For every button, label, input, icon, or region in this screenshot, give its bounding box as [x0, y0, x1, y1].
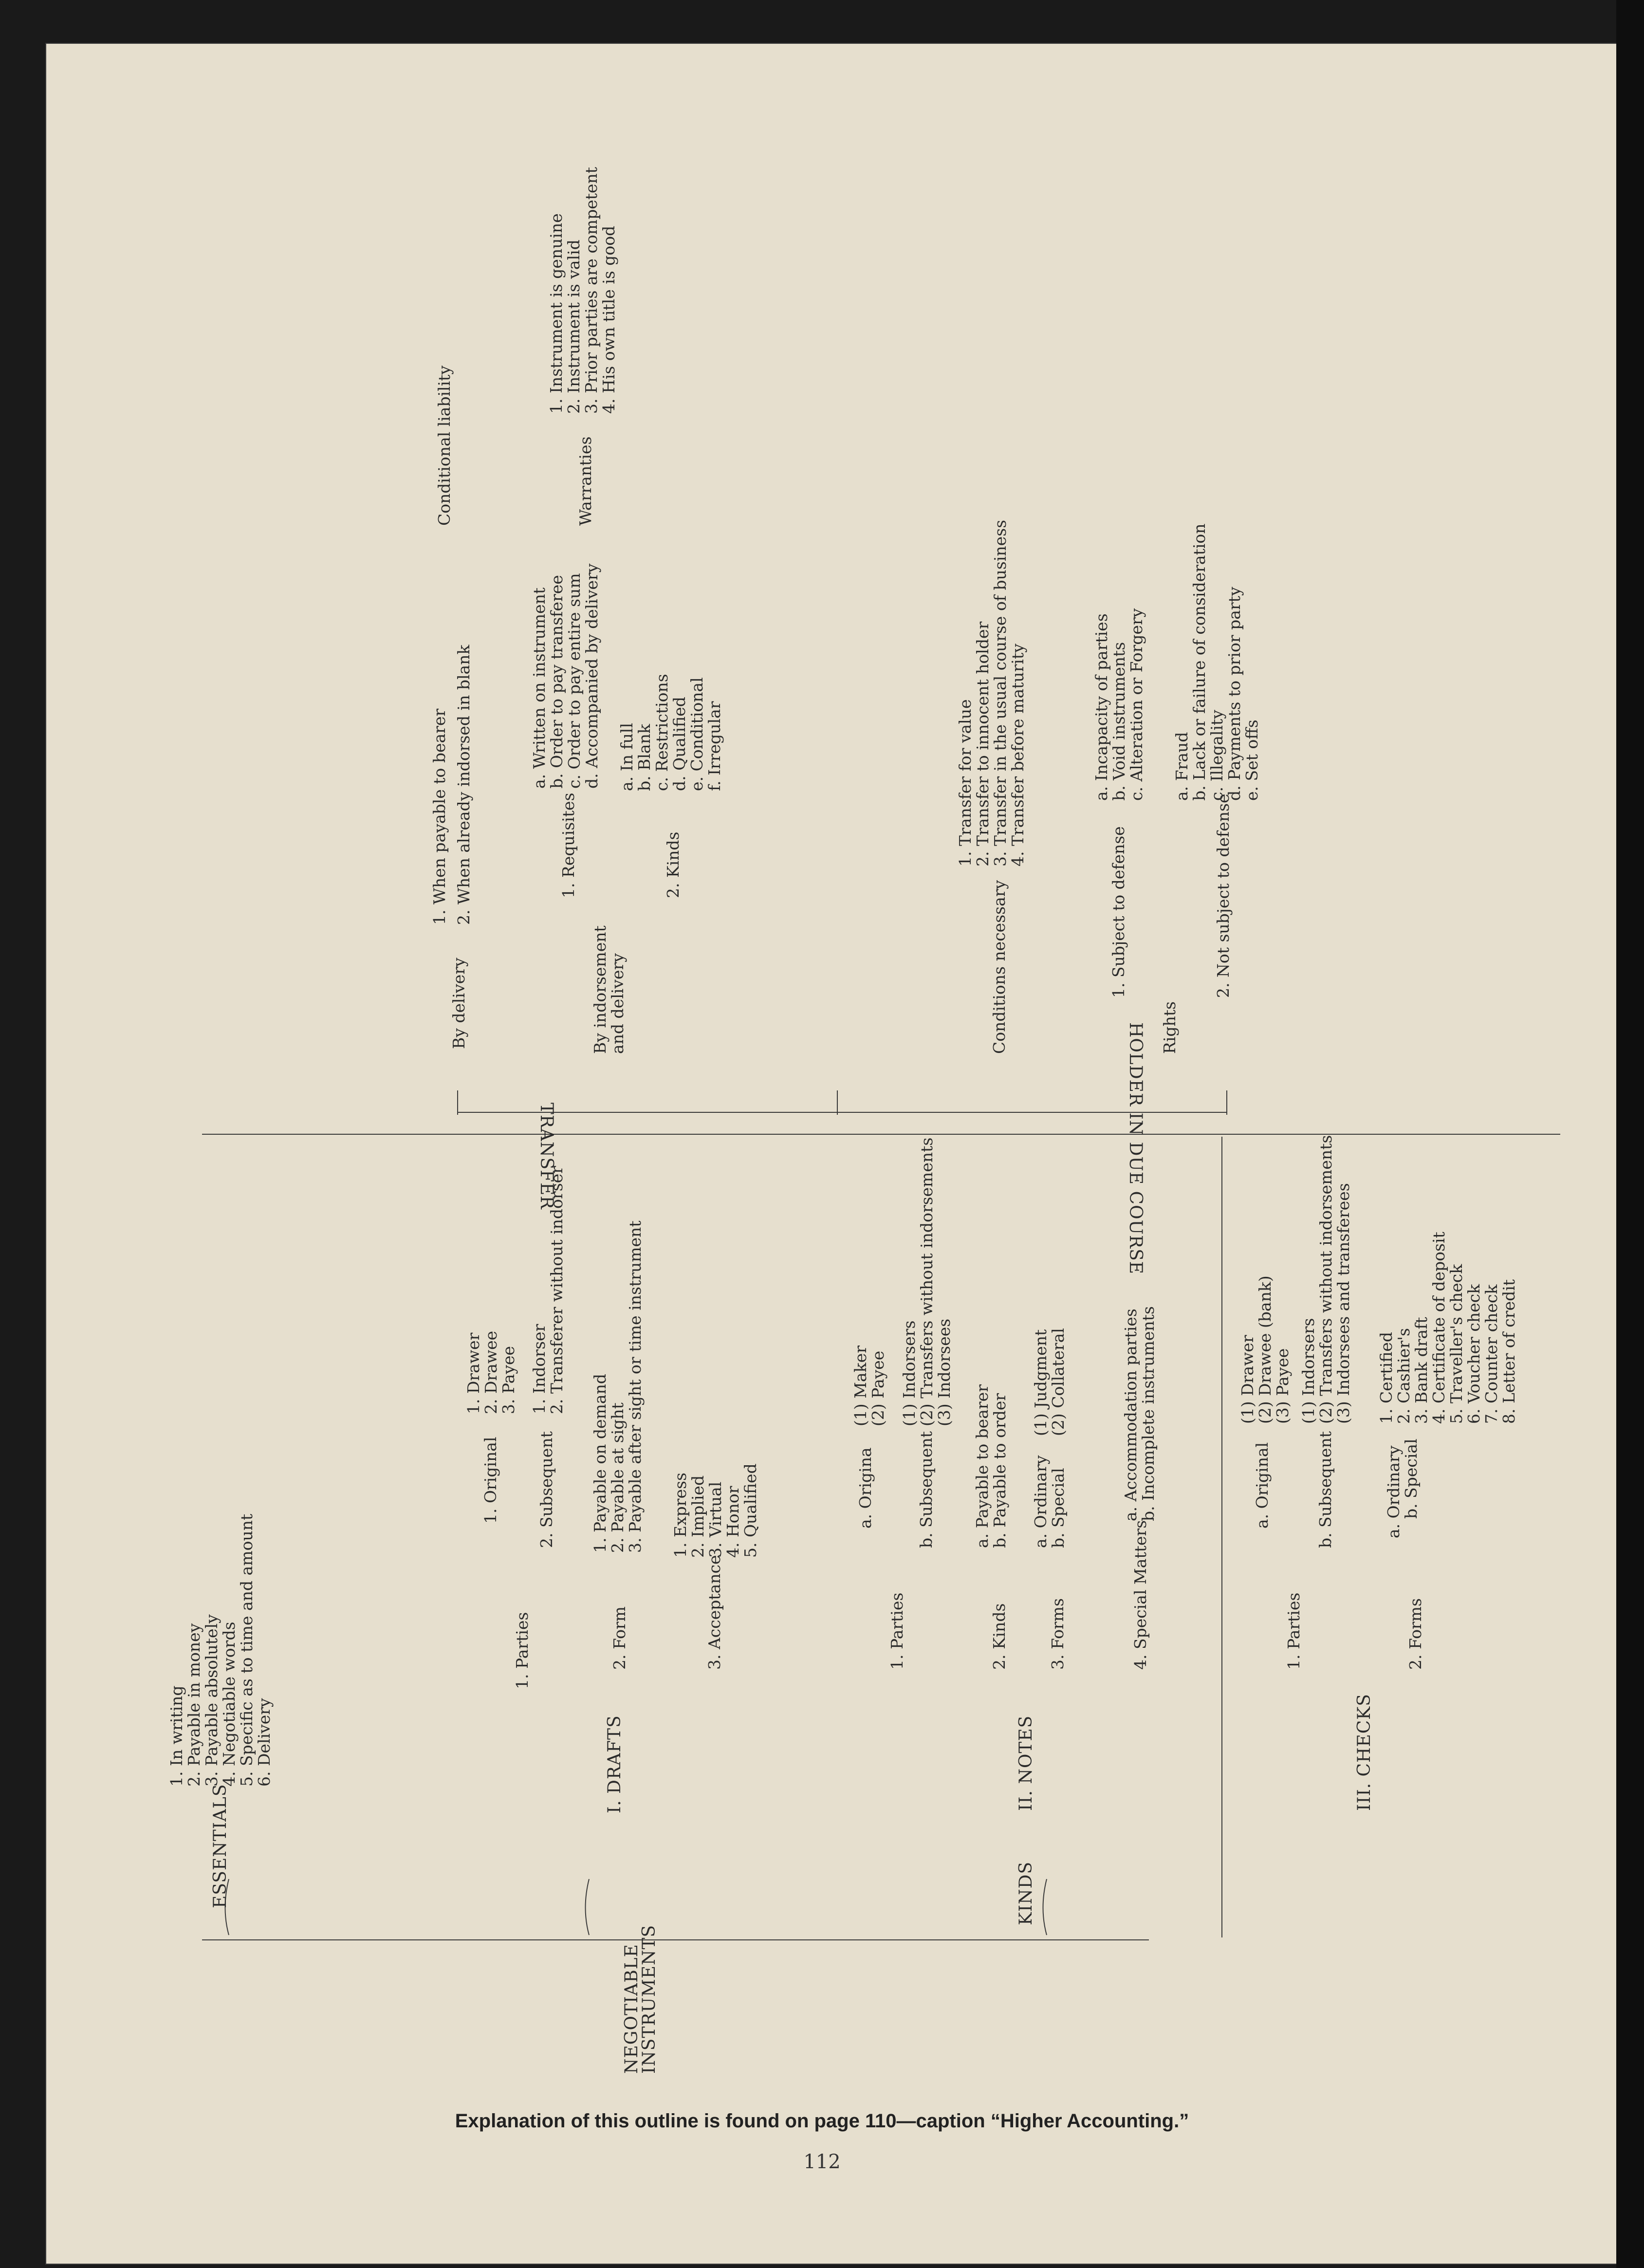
list-item: a. Fraud	[1172, 732, 1191, 801]
list-item: b. Payable to order	[990, 1393, 1009, 1548]
list-item: d. Payments to prior party	[1225, 587, 1244, 801]
list-item: c. Order to pay entire sum	[565, 573, 584, 789]
list-item: 3. Transfer in the usual course of business	[991, 519, 1010, 867]
drafts-form-label: 2. Form	[610, 1606, 629, 1670]
list-item: 8. Letter of credit	[1499, 1279, 1518, 1424]
requisites-label: 1. Requisites	[559, 793, 578, 898]
warranties-label: Warranties	[576, 436, 595, 526]
notes-forms	[1049, 1598, 1067, 1670]
list-item: 3. Bank draft	[1412, 1317, 1431, 1424]
by-delivery-list	[431, 645, 473, 925]
list-item: (2) Collateral	[1049, 1328, 1068, 1436]
warranties-list	[548, 167, 618, 414]
notes-kinds	[991, 1604, 1008, 1670]
drafts-original-list	[465, 1331, 517, 1414]
list-item: (1) Maker	[851, 1346, 870, 1426]
holder-title: HOLDER IN DUE COURSE	[1126, 1022, 1145, 1275]
drafts-form	[611, 1606, 628, 1670]
checks-subsequent-list	[1300, 1135, 1352, 1424]
notes-parties	[888, 1593, 906, 1670]
list-item: 2. Cashier's	[1394, 1328, 1413, 1424]
notes-kinds-label: 2. Kinds	[990, 1603, 1009, 1670]
list-item: 7. Counter check	[1482, 1284, 1501, 1424]
rights-label: Rights	[1160, 1001, 1179, 1054]
essentials-label	[212, 1784, 229, 1908]
page-number: 112	[803, 2151, 841, 2173]
list-item: e. Conditional	[687, 677, 706, 791]
list-item: 3. Payable after sight or time instrument	[626, 1220, 645, 1553]
checks-forms	[1407, 1598, 1424, 1670]
drafts-original	[482, 1437, 499, 1524]
conditional-liability-label: Conditional liability	[435, 365, 454, 526]
list-item: 1. Transfer for value	[956, 699, 975, 867]
notes-subsequent-list	[901, 1138, 953, 1426]
list-item: (2) Transfers without indorsements	[1316, 1135, 1335, 1424]
notes-origina-list	[852, 1346, 887, 1426]
list-item: 2. Implied	[688, 1475, 707, 1558]
by-indorsement	[591, 925, 627, 1054]
list-item: 3. Prior parties are competent	[582, 166, 601, 414]
list-item: (2) Transfers without indorsements	[917, 1137, 936, 1426]
subject-label: 1. Subject to defense	[1109, 826, 1128, 998]
drafts-subsequent-label: 2. Subsequent	[537, 1431, 556, 1548]
requisites-list	[531, 564, 601, 789]
notes-special-matters	[1132, 1520, 1149, 1670]
list-item: f. Irregular	[705, 701, 724, 791]
list-item: (1) Indorsers	[1299, 1318, 1318, 1424]
list-item: b. Void instruments	[1109, 642, 1128, 801]
negotiable-label: NEGOTIABLE	[622, 1944, 642, 2074]
list-item: b. Order to pay transferee	[547, 575, 566, 789]
list-item: 3. Payee	[499, 1346, 518, 1414]
drafts-acceptance	[706, 1555, 723, 1670]
list-item: 2. Transfer to innocent holder	[973, 621, 992, 867]
list-item: b. Lack or failure of consideration	[1190, 523, 1209, 801]
list-item: 5. Traveller's check	[1447, 1264, 1466, 1424]
list-item: 4. Certificate of deposit	[1429, 1232, 1448, 1424]
list-item: a. Payable to bearer	[973, 1384, 992, 1548]
checks-ordinary-label: a. Ordinary	[1384, 1445, 1403, 1538]
essential-item: 6. Delivery	[255, 1698, 274, 1787]
list-item: e. Set offs	[1242, 719, 1261, 801]
list-item: 3. Virtual	[706, 1481, 725, 1558]
transfer-label	[537, 1103, 555, 1210]
drafts-parties	[514, 1612, 531, 1689]
drafts-subsequent	[538, 1431, 555, 1548]
checks-original	[1254, 1442, 1271, 1529]
checks-original-label: a. Original	[1253, 1442, 1272, 1529]
subject-list	[1093, 608, 1145, 801]
caption: Explanation of this outline is found on page 110—caption “Higher Accounting.”	[455, 2110, 1189, 2132]
list-item: 1. Indorser	[530, 1324, 549, 1414]
essential-item: 2. Payable in money	[185, 1623, 203, 1787]
list-item: (2) Payee	[868, 1350, 887, 1426]
by-indorsement-line: and delivery	[608, 953, 627, 1054]
instruments-label: INSTRUMENTS	[639, 1924, 659, 2074]
by-delivery-label: By delivery	[449, 958, 468, 1049]
root-label	[623, 1925, 658, 2074]
list-item: 1. Payable on demand	[591, 1374, 610, 1553]
conditions-necessary	[991, 880, 1008, 1054]
list-item: 2. Transferer without indorser	[547, 1166, 566, 1414]
by-indorsement-line: By indorsement	[591, 925, 610, 1054]
notes-origina-label: a. Origina	[856, 1447, 875, 1529]
drafts-label	[606, 1715, 624, 1813]
list-item: 1. Express	[671, 1473, 690, 1558]
checks-parties-label: 1. Parties	[1284, 1592, 1303, 1670]
drafts-original-label: 1. Original	[481, 1437, 500, 1524]
checks-special-list	[1378, 1232, 1518, 1424]
list-item: (1) Judgment	[1031, 1329, 1050, 1436]
warranties	[577, 437, 594, 526]
not-subject-to-defense	[1215, 793, 1232, 998]
notes-kinds-list	[974, 1384, 1009, 1548]
list-item: 1. When payable to bearer	[430, 708, 449, 925]
notes-origina	[857, 1447, 874, 1529]
conditions-list	[957, 520, 1027, 867]
list-item: a. Incapacity of parties	[1092, 613, 1111, 801]
list-item: (3) Indorsees and transferees	[1334, 1183, 1353, 1424]
essentials-title: ESSENTIALS	[210, 1784, 230, 1908]
list-item: (2) Drawee (bank)	[1256, 1275, 1275, 1424]
notes-ordinary-label: a. Ordinary	[1031, 1455, 1050, 1548]
drafts-parties-label: 1. Parties	[513, 1612, 532, 1689]
list-item: 2. Drawee	[481, 1330, 500, 1414]
list-item: d. Qualified	[670, 697, 689, 791]
list-item: 2. Payable at sight	[608, 1402, 627, 1553]
kinds-label	[1017, 1862, 1035, 1925]
list-item: 4. His own title is good	[599, 225, 618, 414]
checks-forms-list	[1385, 1438, 1420, 1538]
checks-title: III. CHECKS	[1354, 1694, 1374, 1811]
list-item: c. Restrictions	[652, 674, 671, 791]
subject-to-defense	[1110, 826, 1127, 998]
notes-forms-list	[1032, 1455, 1067, 1548]
notes-subsequent-label: b. Subsequent	[917, 1431, 936, 1548]
transfer-kinds	[665, 832, 682, 899]
list-item: 6. Voucher check	[1464, 1284, 1483, 1424]
checks-subsequent-label: b. Subsequent	[1316, 1431, 1335, 1548]
list-item: b. Blank	[635, 724, 654, 791]
list-item: (1) Drawer	[1238, 1335, 1257, 1424]
essential-item: 5. Specific as to time and amount	[237, 1513, 256, 1787]
drafts-acceptance-label: 3. Acceptance	[705, 1555, 724, 1670]
list-item: a. Written on instrument	[530, 587, 549, 789]
transfer-by-delivery	[450, 958, 468, 1049]
notes-parties-label: 1. Parties	[887, 1592, 906, 1670]
notes-forms-label: 3. Forms	[1048, 1598, 1067, 1670]
not-subject-label: 2. Not subject to defense	[1214, 793, 1233, 998]
list-item: b. Incomplete instruments	[1139, 1306, 1158, 1521]
notes-special-label: b. Special	[1049, 1468, 1068, 1548]
holder-label	[1127, 1022, 1144, 1274]
drafts-form-list	[591, 1220, 644, 1553]
transfer-kinds-list	[618, 674, 723, 791]
list-item: 1. Certified	[1377, 1331, 1396, 1424]
kinds-title: KINDS	[1016, 1861, 1036, 1925]
essential-item: 1. In writing	[167, 1685, 186, 1787]
list-item: a. Accommodation parties	[1121, 1309, 1140, 1521]
essentials-list	[168, 1514, 273, 1787]
notes-label	[1017, 1715, 1035, 1811]
not-subject-list	[1173, 523, 1261, 801]
checks-parties	[1285, 1593, 1303, 1670]
list-item: 5. Qualified	[741, 1463, 760, 1558]
list-item: d. Accompanied by delivery	[582, 563, 601, 789]
transfer-kinds-label: 2. Kinds	[664, 831, 683, 898]
list-item: 4. Transfer before maturity	[1008, 644, 1027, 867]
list-item: c. Illegality	[1207, 710, 1226, 801]
essential-item: 4. Negotiable words	[220, 1622, 239, 1787]
notes-title: II. NOTES	[1016, 1715, 1036, 1811]
notes-ordinary-list	[1032, 1328, 1067, 1436]
list-item: a. In full	[617, 722, 636, 791]
drafts-acceptance-list	[672, 1463, 759, 1558]
list-item: c. Alteration or Forgery	[1127, 608, 1146, 801]
conditions-label: Conditions necessary	[990, 880, 1009, 1054]
checks-original-list	[1239, 1275, 1292, 1424]
checks-special-label: b. Special	[1402, 1438, 1421, 1519]
requisites	[560, 793, 577, 899]
notes-subsequent	[918, 1431, 935, 1548]
conditional-liability	[436, 366, 453, 526]
drafts-title: I. DRAFTS	[605, 1715, 625, 1813]
list-item: (3) Indorsees	[935, 1318, 954, 1426]
notes-special-matters-label: 4. Special Matters	[1131, 1520, 1150, 1670]
list-item: 4. Honor	[723, 1486, 742, 1558]
list-item: 1. Instrument is genuine	[547, 213, 566, 414]
checks-label	[1356, 1694, 1373, 1811]
list-item: 1. Drawer	[464, 1332, 483, 1414]
transfer-title: TRANSFER	[536, 1103, 556, 1210]
checks-forms-label: 2. Forms	[1406, 1598, 1425, 1670]
essential-item: 3. Payable absolutely	[202, 1614, 221, 1787]
rights	[1161, 1001, 1179, 1054]
list-item: 2. Instrument is valid	[564, 240, 583, 414]
notes-special-matters-list	[1122, 1306, 1157, 1521]
list-item: (3) Payee	[1273, 1348, 1292, 1424]
list-item: (1) Indorsers	[900, 1320, 919, 1426]
checks-subsequent	[1317, 1431, 1334, 1548]
list-item: 2. When already indorsed in blank	[454, 645, 473, 925]
